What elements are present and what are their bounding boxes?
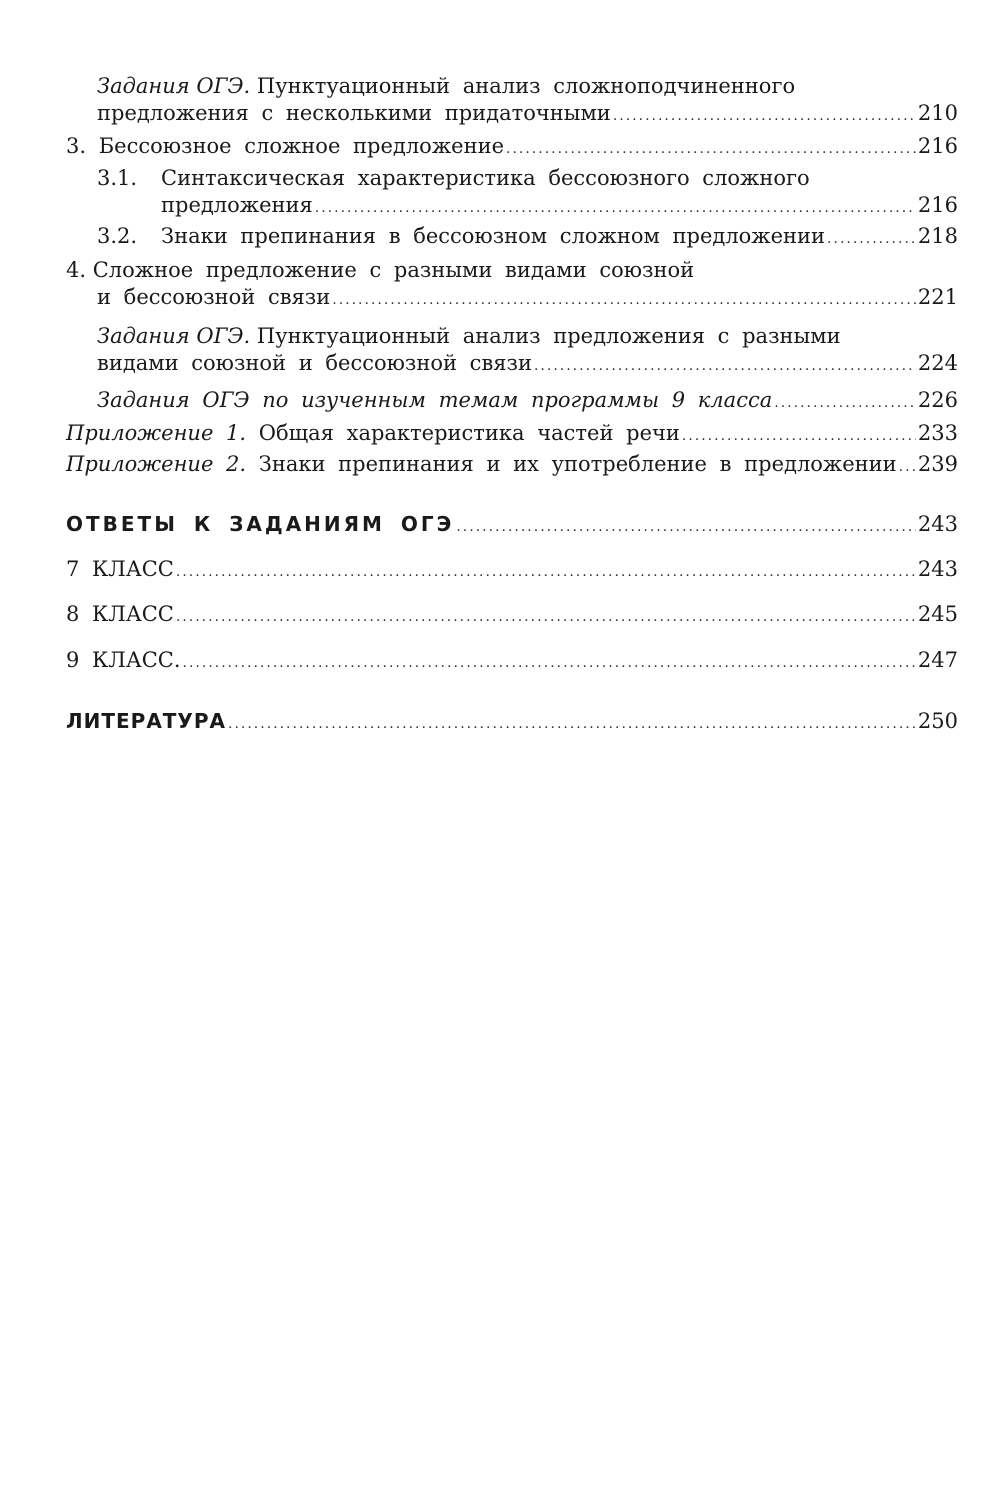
toc-entry-appendix-2 [66,450,958,481]
toc-entry-oge-tasks-mixed [97,322,958,350]
toc-entry-text: предложения с несколькими придаточными [97,101,611,125]
toc-entry-section-3-1 [97,164,958,192]
toc-entry-text: Синтаксическая характеристика бессоюзного сложного [161,166,810,190]
toc-leader-dots [899,453,916,481]
toc-entry-text: Сложное предложение с разными видами союзной [92,258,695,282]
toc-leader-dots [534,352,916,380]
toc-entry-text: 9 КЛАСС. [66,648,181,672]
toc-entry-text: 7 КЛАСС [66,557,174,581]
toc-entry-lead: Приложение 2. [66,452,247,476]
toc-page-number: 250 [917,709,958,733]
toc-entry-number: 3. [66,134,87,158]
toc-entry-lead: Приложение 1. [66,421,247,445]
toc-entry-section-4 [66,256,958,284]
toc-page-number: 210 [917,101,958,125]
toc-leader-dots [176,603,916,631]
toc-leader-dots [456,513,916,541]
toc-entry-text: видами союзной и бессоюзной связи [97,351,532,375]
toc-entry-section-3-1-cont [161,191,958,222]
toc-entry-appendix-1 [66,419,958,450]
toc-entry-answers [66,510,958,541]
toc-entry-text: Пунктуационный анализ сложноподчиненного [256,74,796,98]
toc-page-number: 224 [917,351,958,375]
toc-entry-lead: Задания ОГЭ. [97,74,251,98]
toc-page-number: 226 [917,388,958,412]
toc-page-number: 218 [917,224,958,248]
toc-entry-oge-tasks-mixed-cont [97,349,958,380]
toc-entry-text: ОТВЕТЫ К ЗАДАНИЯМ ОГЭ [66,512,455,536]
toc-entry-text: Задания ОГЭ по изученным темам программы 9 класса [97,388,773,412]
toc-page-number: 243 [917,512,958,536]
toc-entry-grade-9 [66,646,958,677]
toc-entry-oge-tasks-complex [97,72,958,100]
toc-leader-dots [682,422,916,450]
toc-leader-dots [228,710,916,738]
toc-page-number: 245 [917,602,958,626]
toc-entry-literature [66,707,958,738]
toc-entry-text: Бессоюзное сложное предложение [98,134,504,158]
toc-entry-number: 4. [66,258,87,282]
toc-entry-grade-7 [66,555,958,586]
toc-entry-text: и бессоюзной связи [97,285,331,309]
toc-page-number: 247 [917,648,958,672]
toc-entry-text: Пунктуационный анализ предложения с разными [256,324,841,348]
toc-entry-number: 3.1. [97,166,138,190]
toc-entry-grade-8 [66,600,958,631]
toc-leader-dots [183,649,916,677]
toc-entry-section-3 [66,132,958,163]
toc-entry-oge-tasks-grade-9 [97,386,958,417]
toc-entry-text: Знаки препинания в бессоюзном сложном предложении [161,224,826,248]
toc-entry-section-3-2 [97,222,958,253]
toc-entry-number: 3.2. [97,224,138,248]
toc-page-number: 233 [917,421,958,445]
toc-entry-lead: Задания ОГЭ. [97,324,251,348]
toc-entry-text: предложения [161,193,313,217]
toc-leader-dots [613,102,916,130]
toc-leader-dots [176,558,916,586]
toc-entry-oge-tasks-complex-cont [97,99,958,130]
toc-leader-dots [332,286,916,314]
toc-page-number: 216 [917,193,958,217]
toc-leader-dots [506,135,916,163]
toc-page-number: 216 [917,134,958,158]
toc-leader-dots [315,194,916,222]
toc-page-number: 221 [917,285,958,309]
toc-leader-dots [827,225,916,253]
toc-entry-text: 8 КЛАСС [66,602,174,626]
toc-page-number: 239 [917,452,958,476]
toc-entry-text: Знаки препинания и их употребление в предложении [258,452,897,476]
toc-leader-dots [774,389,916,417]
toc-page-number: 243 [917,557,958,581]
toc-entry-text: ЛИТЕРАТУРА [66,709,226,733]
toc-entry-text: Общая характеристика частей речи [258,421,680,445]
toc-entry-section-4-cont [97,283,958,314]
